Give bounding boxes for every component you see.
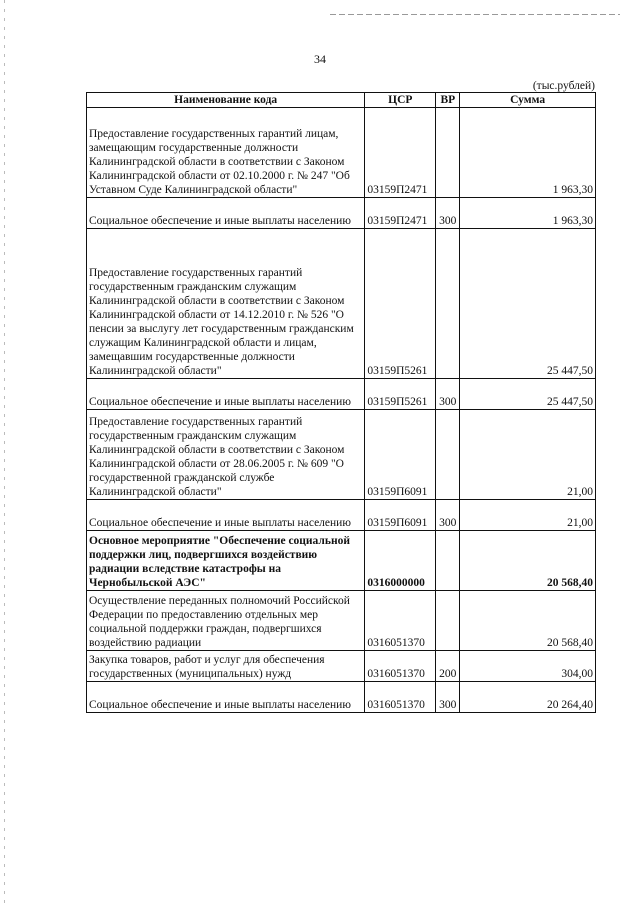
cell-name: Предоставление государственных гарантий государственным гражданским служащим Калининградской области в соответствии с Законом Калининградской области от 14.12.2010 г. № 526 "О пенсии за выслугу лет государственным гражданским служащим Калининградской области и лицам, замещавшим государственные должности Калининградской области" xyxy=(87,229,365,379)
cell-sum: 304,00 xyxy=(460,651,596,682)
cell-csr: 03159П5261 xyxy=(365,229,436,379)
budget-table xyxy=(86,92,596,713)
table-row xyxy=(87,229,596,379)
table-row xyxy=(87,651,596,682)
cell-csr: 0316051370 xyxy=(365,682,436,713)
cell-sum: 25 447,50 xyxy=(460,229,596,379)
cell-vr xyxy=(436,108,460,198)
cell-sum: 21,00 xyxy=(460,500,596,531)
cell-csr: 03159П5261 xyxy=(365,379,436,410)
cell-vr: 300 xyxy=(436,379,460,410)
cell-csr: 03159П6091 xyxy=(365,500,436,531)
page-number: 34 xyxy=(314,52,326,66)
cell-name: Социальное обеспечение и иные выплаты населению xyxy=(87,682,365,713)
cell-sum: 20 264,40 xyxy=(460,682,596,713)
cell-vr xyxy=(436,229,460,379)
table-row xyxy=(87,682,596,713)
cell-csr: 03159П2471 xyxy=(365,198,436,229)
cell-name: Основное мероприятие "Обеспечение социальной поддержки лиц, подвергшихся воздействию радиации вследствие катастрофы на Чернобыльской АЭС" xyxy=(87,531,365,591)
cell-name: Социальное обеспечение и иные выплаты населению xyxy=(87,500,365,531)
header-name: Наименование кода xyxy=(87,93,365,108)
cell-sum: 1 963,30 xyxy=(460,198,596,229)
table-row xyxy=(87,198,596,229)
cell-vr xyxy=(436,531,460,591)
table-row xyxy=(87,108,596,198)
cell-name: Предоставление государственных гарантий государственным гражданским служащим Калининградской области в соответствии с Законом Калининградской области от 28.06.2005 г. № 609 "О государственной гражданской службе Калининградской области" xyxy=(87,410,365,500)
cell-vr: 300 xyxy=(436,500,460,531)
cell-sum: 25 447,50 xyxy=(460,379,596,410)
table-row xyxy=(87,379,596,410)
cell-sum: 1 963,30 xyxy=(460,108,596,198)
cell-sum: 20 568,40 xyxy=(460,591,596,651)
cell-name: Социальное обеспечение и иные выплаты населению xyxy=(87,198,365,229)
cell-csr: 0316051370 xyxy=(365,651,436,682)
cell-name: Предоставление государственных гарантий лицам, замещающим государственные должности Калининградской области в соответствии с Законом Калининградской области от 02.10.2000 г. № 247 "Об Уставном Суде Калининградской области" xyxy=(87,108,365,198)
cell-vr: 300 xyxy=(436,682,460,713)
table-row-bold xyxy=(87,531,596,591)
cell-name: Социальное обеспечение и иные выплаты населению xyxy=(87,379,365,410)
cell-vr xyxy=(436,591,460,651)
cell-sum: 20 568,40 xyxy=(460,531,596,591)
cell-vr: 200 xyxy=(436,651,460,682)
cell-csr: 03159П2471 xyxy=(365,108,436,198)
table-row xyxy=(87,591,596,651)
cell-name: Осуществление переданных полномочий Российской Федерации по предоставлению отдельных мер социальной поддержки граждан, подвергшихся воздействию радиации xyxy=(87,591,365,651)
cell-name: Закупка товаров, работ и услуг для обеспечения государственных (муниципальных) нужд xyxy=(87,651,365,682)
cell-sum: 21,00 xyxy=(460,410,596,500)
cell-csr: 0316051370 xyxy=(365,591,436,651)
header-csr: ЦСР xyxy=(365,93,436,108)
header-vr: ВР xyxy=(436,93,460,108)
header-sum: Сумма xyxy=(460,93,596,108)
table-row xyxy=(87,410,596,500)
units-label: (тыс.рублей) xyxy=(532,80,595,92)
cell-vr xyxy=(436,410,460,500)
cell-csr: 0316000000 xyxy=(365,531,436,591)
cell-vr: 300 xyxy=(436,198,460,229)
scan-top-line xyxy=(330,14,620,15)
cell-csr: 03159П6091 xyxy=(365,410,436,500)
scan-edge-line xyxy=(4,0,5,905)
table-header-row xyxy=(87,93,596,108)
table-row xyxy=(87,500,596,531)
